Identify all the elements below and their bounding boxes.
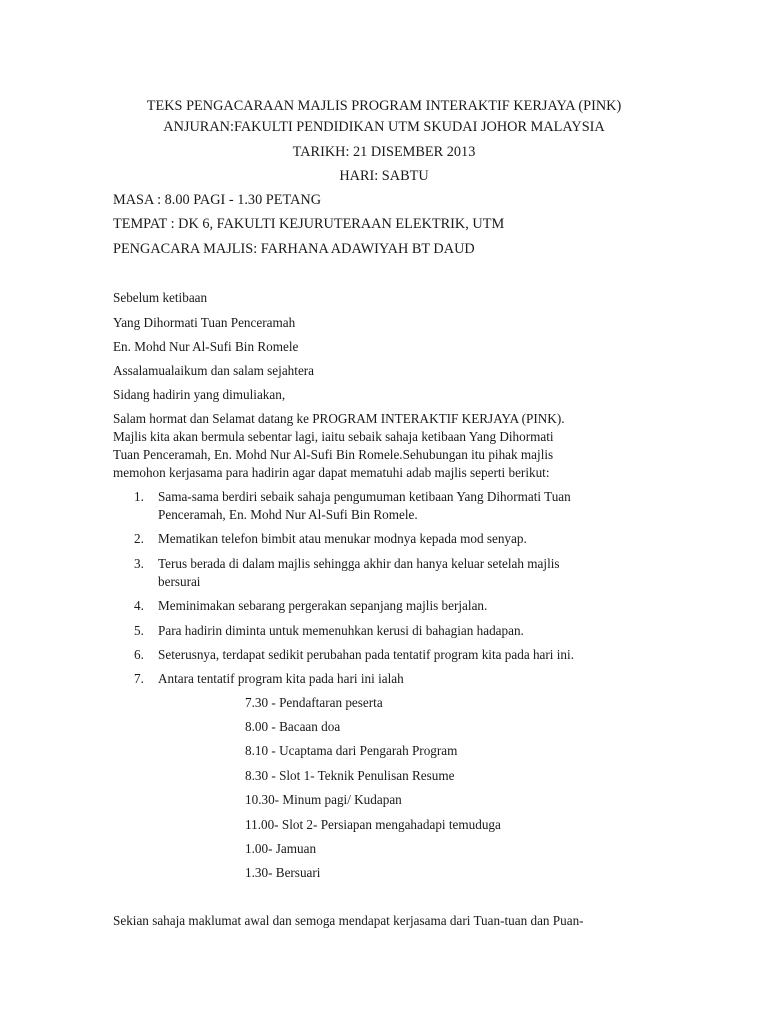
list-item: Mematikan telefon bimbit atau menukar modnya kepada mod senyap. xyxy=(158,531,527,546)
list-number: 1. xyxy=(134,489,144,504)
date-line: TARIKH: 21 DISEMBER 2013 xyxy=(292,144,476,160)
paragraph: Sebelum ketibaan xyxy=(113,290,208,305)
paragraph-line: Salam hormat dan Selamat datang ke PROGRAM INTERAKTIF KERJAYA (PINK). xyxy=(113,411,565,426)
list-item: Para hadirin diminta untuk memenuhkan kerusi di bahagian hadapan. xyxy=(158,623,524,638)
time-line: MASA : 8.00 PAGI - 1.30 PETANG xyxy=(113,192,322,208)
list-number: 7. xyxy=(134,671,144,686)
list-number: 2. xyxy=(134,531,144,546)
schedule-item: 8.00 - Bacaan doa xyxy=(245,719,341,734)
schedule-item: 7.30 - Pendaftaran peserta xyxy=(245,695,383,710)
paragraph-line: Majlis kita akan bermula sebentar lagi, iaitu sebaik sahaja ketibaan Yang Dihormati xyxy=(113,429,554,444)
schedule-item: 11.00- Slot 2- Persiapan mengahadapi temuduga xyxy=(245,817,501,832)
emcee-line: PENGACARA MAJLIS: FARHANA ADAWIYAH BT DAUD xyxy=(113,241,475,257)
paragraph: Yang Dihormati Tuan Penceramah xyxy=(113,315,296,330)
list-item-continuation: Penceramah, En. Mohd Nur Al-Sufi Bin Romele. xyxy=(158,507,418,522)
list-item: Seterusnya, terdapat sedikit perubahan pada tentatif program kita pada hari ini. xyxy=(158,647,574,662)
closing-line: Sekian sahaja maklumat awal dan semoga mendapat kerjasama dari Tuan-tuan dan Puan- xyxy=(113,913,584,928)
title-line-2: ANJURAN:FAKULTI PENDIDIKAN UTM SKUDAI JOHOR MALAYSIA xyxy=(163,119,605,135)
list-number: 6. xyxy=(134,647,144,662)
list-number: 5. xyxy=(134,623,144,638)
schedule-item: 10.30- Minum pagi/ Kudapan xyxy=(245,792,402,807)
schedule-item: 8.30 - Slot 1- Teknik Penulisan Resume xyxy=(245,768,455,783)
list-item: Terus berada di dalam majlis sehingga akhir dan hanya keluar setelah majlis xyxy=(158,556,560,571)
paragraph-line: Tuan Penceramah, En. Mohd Nur Al-Sufi Bin Romele.Sehubungan itu pihak majlis xyxy=(113,447,554,462)
paragraph-line: memohon kerjasama para hadirin agar dapat mematuhi adab majlis seperti berikut: xyxy=(113,465,550,480)
list-item: Sama-sama berdiri sebaik sahaja pengumuman ketibaan Yang Dihormati Tuan xyxy=(158,489,571,504)
list-item: Antara tentatif program kita pada hari ini ialah xyxy=(158,671,404,686)
paragraph: Assalamualaikum dan salam sejahtera xyxy=(113,363,315,378)
venue-line: TEMPAT : DK 6, FAKULTI KEJURUTERAAN ELEKTRIK, UTM xyxy=(113,216,505,232)
title-line-1: TEKS PENGACARAAN MAJLIS PROGRAM INTERAKTIF KERJAYA (PINK) xyxy=(146,98,622,114)
list-item: Meminimakan sebarang pergerakan sepanjang majlis berjalan. xyxy=(158,598,488,613)
list-number: 4. xyxy=(134,598,144,613)
paragraph: En. Mohd Nur Al-Sufi Bin Romele xyxy=(113,339,299,354)
schedule-item: 1.00- Jamuan xyxy=(245,841,317,856)
paragraph: Sidang hadirin yang dimuliakan, xyxy=(113,387,286,402)
list-number: 3. xyxy=(134,556,144,571)
schedule-item: 8.10 - Ucaptama dari Pengarah Program xyxy=(245,743,458,758)
list-item-continuation: bersurai xyxy=(158,574,201,589)
day-line: HARI: SABTU xyxy=(339,168,429,184)
schedule-item: 1.30- Bersuari xyxy=(245,865,321,880)
